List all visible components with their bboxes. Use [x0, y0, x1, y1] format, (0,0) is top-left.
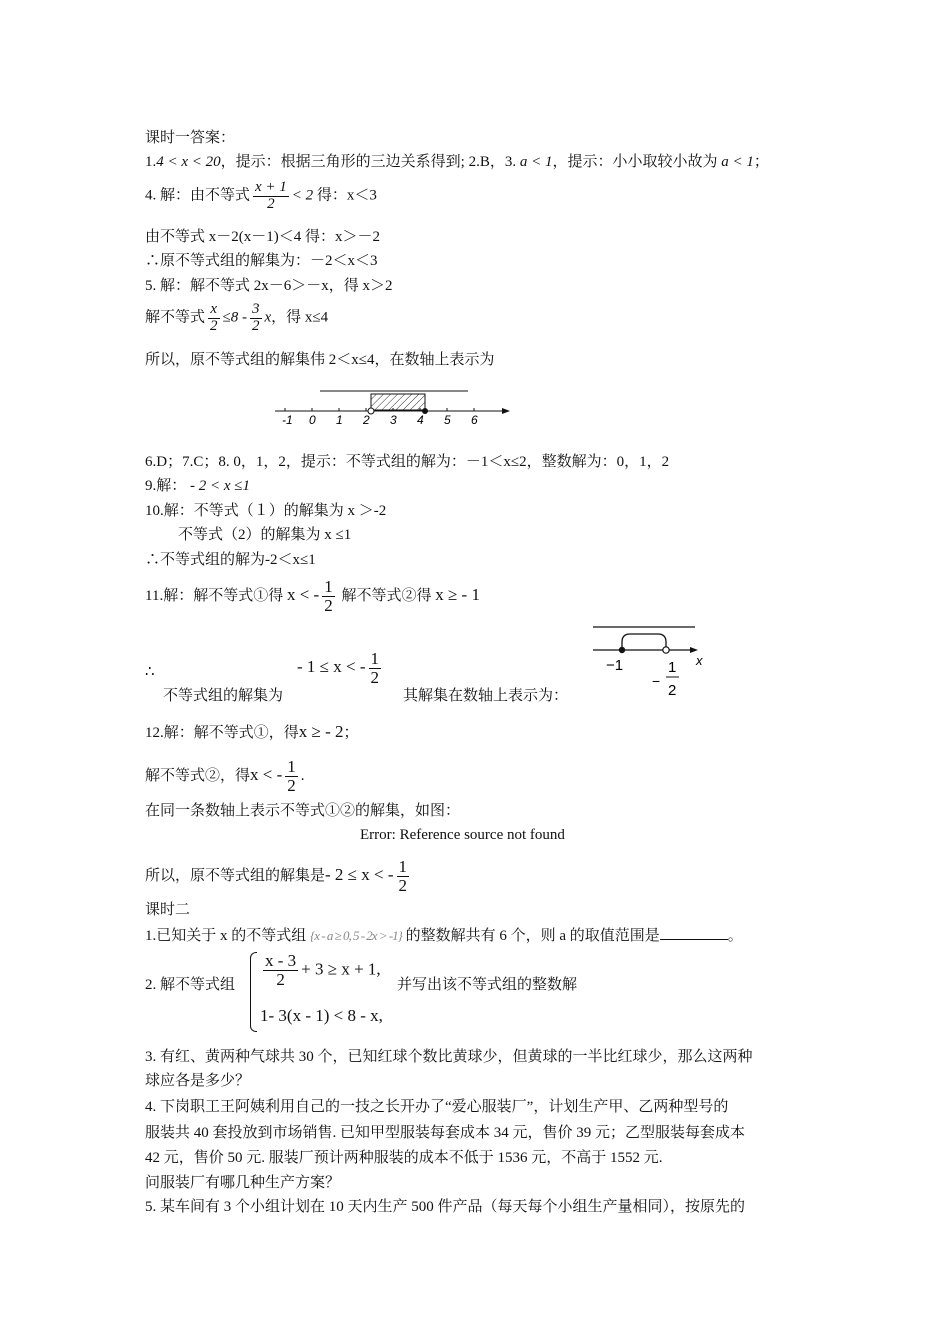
math-inequality: x ≥ - 1 — [435, 584, 480, 604]
denominator: 2 — [252, 317, 260, 334]
fraction — [285, 758, 298, 795]
math-inequality: a < 1 — [519, 154, 553, 170]
text: ； — [343, 725, 359, 741]
fraction — [263, 952, 298, 989]
closed-endpoint — [619, 647, 625, 653]
tick-label: 2 — [363, 413, 370, 427]
question-5-line1: 5. 某车间有 3 个小组计划在 10 天内生产 500 件产品（每天每个小组生产量相同），按原先的 — [145, 1199, 746, 1215]
answer-4-line2: 由不等式 x－2(x－1)＜4 得：x＞－2 — [145, 229, 380, 245]
label-minus-one: −1 — [606, 657, 624, 674]
numerator: 3 — [252, 301, 260, 317]
tick-label: -1 — [282, 413, 293, 427]
answer-11-solution — [297, 650, 384, 687]
inequality-system — [250, 952, 400, 1032]
fraction — [250, 302, 262, 335]
answer-6-8: 6.D；7.C；8. 0，1，2，提示：不等式组的解为：－1＜x≤2，整数解为：0，1，2 — [145, 454, 670, 470]
garbled-inequality-system: {x - a ≥ 0, 5 - 2x > -1} — [310, 928, 402, 943]
open-endpoint — [663, 647, 669, 653]
number-line-diagram-2 — [585, 620, 710, 705]
system-row-2: 1- 3(x - 1) < 8 - x, — [260, 1006, 383, 1025]
text: 的整数解共有 6 个，则 a 的取值范围是 — [405, 928, 660, 944]
text: 1.已知关于 x 的不等式组 — [145, 928, 307, 944]
denominator: 2 — [398, 875, 408, 895]
axis-arrow-icon — [502, 408, 510, 414]
answer-11-line1 — [145, 578, 480, 615]
label-x: x — [696, 653, 703, 668]
math-inequality: x < - — [286, 584, 320, 604]
text: 解不等式②，得 — [145, 767, 251, 784]
tick-label: 0 — [309, 413, 316, 427]
fraction — [369, 650, 382, 687]
answer-5-line1: 5. 解：解不等式 2x－6＞－x，得 x＞2 — [145, 278, 393, 294]
text: 解不等式 — [145, 309, 206, 326]
therefore-symbol: ∴ — [145, 664, 155, 680]
question-2-text: 并写出该不等式组的整数解 — [397, 977, 578, 993]
lesson1-title: 课时一答案： — [145, 130, 236, 146]
math-expr: + 3 ≥ x + 1, — [301, 959, 381, 979]
answer-12-line3: 在同一条数轴上表示不等式①②的解集，如图： — [145, 803, 461, 819]
text: 11.解：解不等式①得 — [145, 587, 284, 604]
question-4-line2: 服装共 40 套投放到市场销售. 已知甲型服装每套成本 34 元，售价 39 元；乙型服装每套成本 — [145, 1125, 746, 1141]
question-4-line4: 问服装厂有哪几种生产方案？ — [145, 1175, 341, 1191]
lesson2-title: 课时二 — [145, 902, 191, 918]
answer-blank[interactable] — [660, 925, 728, 940]
denominator: 2 — [370, 667, 379, 687]
text: ，提示：小小取较小故为 — [552, 154, 718, 170]
number-line-caption: 其解集在数轴上表示为： — [403, 688, 569, 704]
denominator: 2 — [276, 969, 285, 989]
brace-icon — [250, 952, 257, 1032]
label-den: 2 — [668, 682, 677, 699]
text: ，提示：根据三角形的三边关系得到; 2.B，3. — [220, 154, 517, 170]
text: 12.解：解不等式①，得 — [145, 725, 299, 741]
answer-9 — [145, 476, 250, 496]
text: 解不等式②得 — [341, 587, 432, 604]
text: 得：x＜3 — [313, 187, 377, 204]
solution-set-label: 不等式组的解集为 — [163, 688, 284, 704]
answer-10-line1: 10.解：不等式（１）的解集为 x ＞-2 — [145, 503, 387, 519]
fraction — [397, 858, 410, 895]
system-row-1 — [260, 952, 381, 989]
label-num: 1 — [668, 659, 677, 676]
answer-4-line1 — [145, 180, 377, 213]
math-inequality: x ≥ - 2 — [298, 722, 344, 741]
numerator: x - 3 — [265, 951, 297, 970]
tick-label: 1 — [336, 413, 343, 427]
answer-5-line3: 所以，原不等式组的解集伟 2＜x≤4，在数轴上表示为 — [145, 352, 495, 368]
answer-4-line3: ∴原不等式组的解集为：－2＜x＜3 — [145, 253, 378, 269]
question-3-line2: 球应各是多少？ — [145, 1073, 251, 1089]
question-1 — [145, 925, 743, 946]
answer-10-line2: 不等式（2）的解集为 x ≤1 — [178, 527, 352, 543]
question-3-line1: 3. 有红、黄两种气球共 30 个，已知红球个数比黄球少，但黄球的一半比红球少，那么这两种 — [145, 1049, 753, 1065]
reference-error: Error: Reference source not found — [360, 827, 565, 843]
fraction — [253, 180, 289, 213]
numerator: x + 1 — [255, 179, 287, 195]
tick-label: 4 — [417, 413, 424, 427]
math-inequality: - 1 ≤ x < - — [297, 656, 366, 676]
text: ； — [753, 154, 769, 170]
denominator: 2 — [287, 775, 296, 795]
answer-12-line1 — [145, 722, 359, 743]
tick-label: 3 — [390, 413, 397, 427]
tick-label: 5 — [444, 413, 451, 427]
numerator: x — [208, 302, 220, 319]
text: 1. — [145, 154, 157, 170]
text: 4. 解：由不等式 — [145, 187, 251, 204]
answer-12-line2 — [145, 758, 305, 795]
answer-line-1-3 — [145, 152, 769, 172]
label-minus: − — [652, 673, 661, 689]
answer-10-line3: ∴不等式组的解为-2＜x≤1 — [145, 552, 316, 568]
numerator: 1 — [287, 757, 296, 776]
denominator: 2 — [210, 317, 218, 334]
math-inequality: 4 < x < 20 — [156, 154, 221, 170]
denominator: 2 — [324, 595, 333, 615]
question-4-line1: 4. 下岗职工王阿姨利用自己的一技之长开办了“爱心服装厂”，计划生产甲、乙两种型号的 — [145, 1099, 729, 1115]
text: ，得 x≤4 — [271, 309, 329, 326]
math-var: x — [264, 309, 272, 326]
answer-12-line4 — [145, 858, 412, 895]
numerator: 1 — [370, 649, 379, 668]
solution-arc — [622, 634, 666, 650]
numerator: 1 — [324, 577, 333, 596]
question-2-label: 2. 解不等式组 — [145, 977, 236, 993]
text: 。 — [727, 928, 743, 944]
numerator: 1 — [398, 857, 408, 876]
math-inequality: a < 1 — [721, 154, 754, 170]
answer-5-line2 — [145, 302, 328, 335]
math-inequality: - 2 ≤ x < - — [325, 864, 394, 884]
text: . — [300, 767, 305, 784]
question-4-line3: 42 元，售价 50 元. 服装厂预计两种服装的成本不低于 1536 元，不高于 1552 元. — [145, 1150, 663, 1166]
math-inequality: - 2 < x ≤1 — [190, 478, 251, 494]
denominator: 2 — [267, 195, 275, 212]
math-expr: ≤8 - — [222, 309, 247, 326]
tick-label: 6 — [471, 413, 478, 427]
text: 9.解： — [145, 478, 187, 494]
text: 所以，原不等式组的解集是 — [145, 867, 326, 884]
solution-region — [371, 394, 425, 410]
math-inequality: < 2 — [291, 187, 314, 204]
fraction — [208, 302, 220, 335]
math-inequality: x < - — [250, 764, 283, 784]
fraction — [322, 578, 335, 615]
number-line-diagram-1 — [270, 380, 520, 430]
